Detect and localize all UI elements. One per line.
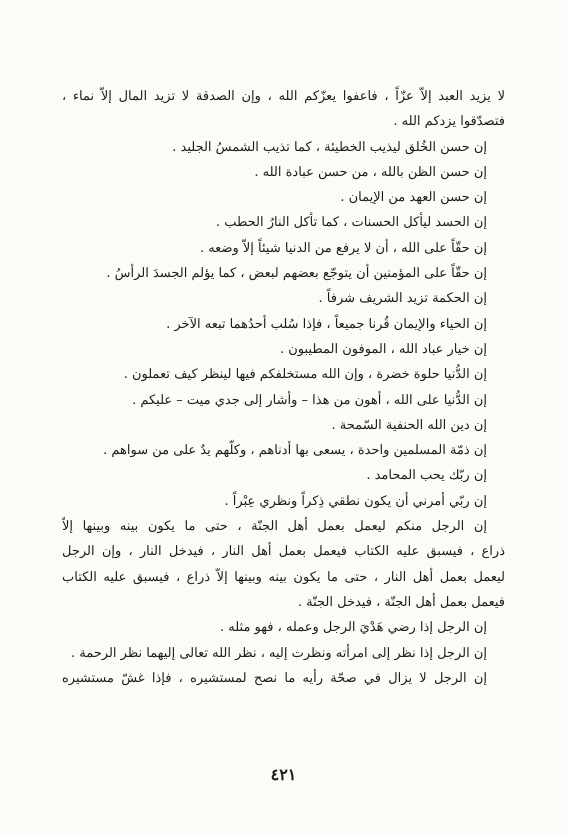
page-number: ٤٢١: [270, 765, 297, 784]
text-line: إن ذمّة المسلمين واحدة ، يسعى بها أدناهم ، وكلّهم يدٌ على من سواهم .: [103, 443, 487, 459]
text-line: إن الرجل إذا نظر إلى امرأته ونظرت إليه ، نظر الله تعالى إليهما نظر الرحمة .: [71, 645, 487, 661]
text-line: إن ربّي أمرني أن يكون نطقي ذِكراً ونظري عِبْراً .: [224, 493, 487, 509]
text-line: إن حقّاً على المؤمنين أن يتوجّع بعضهم لبعض ، كما يؤلم الجسدَ الرأسُ .: [106, 266, 487, 282]
text-line: إن حسن الظن بالله ، من حسن عبادة الله .: [254, 164, 487, 180]
text-line: إن الدُّنيا حلوة خضرة ، وإن الله مستخلفكم فيها لينظر كيف تعملون .: [123, 367, 487, 383]
text-line: إن الحسد ليأكل الحسنات ، كما تأكل النارُ الحطب .: [215, 215, 487, 231]
hadith-text-block: [62, 84, 505, 691]
text-line: ليعمل بعمل أهل النار ، حتى ما يكون بينه وبينها إلاّ ذراع ، فيسبق عليه الكتاب: [62, 569, 505, 585]
text-line: فيعمل بعمل أهل الجنّة ، فيدخل الجنّة .: [297, 594, 505, 610]
text-line: إن الحياء والإيمان قُرنا جميعاً ، فإذا سُلب أحدُهما تبعه الآخر .: [166, 316, 487, 332]
text-line: إن دين الله الحنفية السّمحة .: [331, 417, 487, 433]
text-line: إن الرجل لا يزال في صحّة رأيه ما نصح لمستشيره ، فإذا غشّ مستشيره: [62, 670, 487, 686]
text-line: إن الحكمة تزيد الشريف شرفاً .: [318, 291, 487, 307]
text-line: فتصدّقوا يزدكم الله .: [393, 114, 505, 130]
text-line: ذراع ، فيسبق عليه الكتاب فيعمل بعمل أهل النار ، فيدخل النار ، وإن الرجل: [62, 544, 505, 560]
text-line: إن الرجل منكم ليعمل بعمل أهل الجنّة ، حتى ما يكون بينه وبينها إلاّ: [62, 519, 487, 535]
text-line: إن حسن الخُلق ليذيب الخطيئة ، كما تذيب الشمسُ الجليد .: [172, 139, 487, 155]
text-line: إن خيار عباد الله ، الموفون المطيبون .: [279, 341, 487, 357]
text-line: إن حسن العهد من الإيمان .: [340, 190, 487, 206]
text-line: إن ربّك يحب المحامد .: [366, 468, 487, 484]
text-line: إن الرجل إذا رضي هَدْيَ الرجل وعمله ، فهو مثله .: [220, 620, 487, 636]
text-line: إن حقّاً على الله ، أن لا يرفع من الدنيا شيئاً إلاّ وضعه .: [199, 240, 487, 256]
text-line: لا يزيد العبد إلاّ عزّاً ، فاعفوا يعزّكم الله ، وإن الصدقة لا تزيد المال إلاّ نماء ،: [62, 89, 505, 104]
text-line: إن الدُّنيا على الله ، أهون من هذا – وأشار إلى جدي ميت – عليكم .: [132, 392, 487, 408]
